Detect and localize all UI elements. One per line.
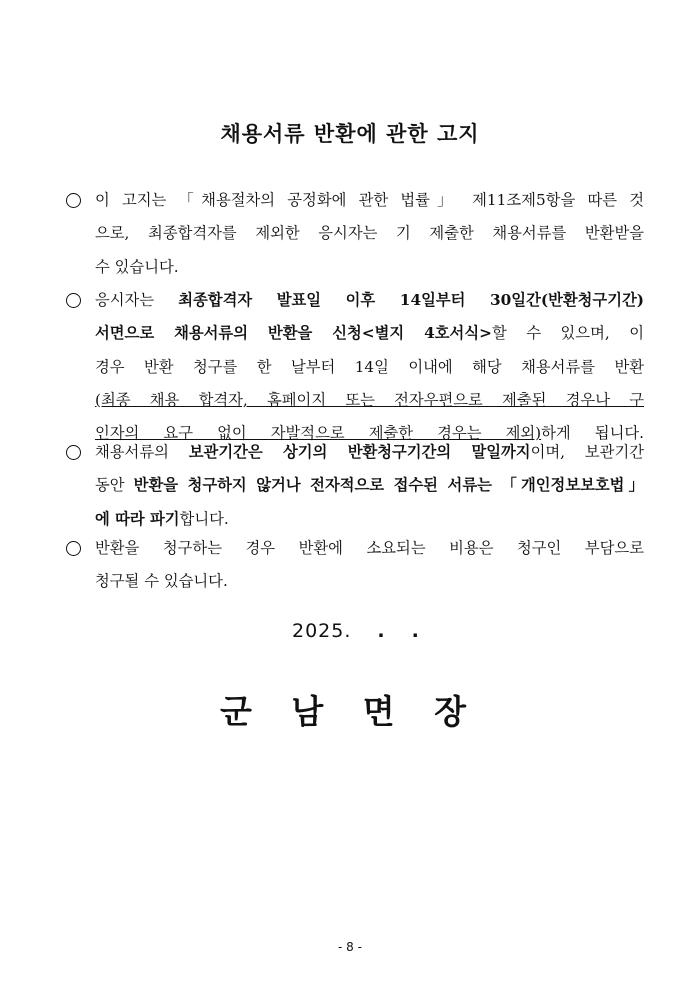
text-line: 응시자는 최종합격자 발표일 이후 14일부터 30일간(반환청구기간) (66, 284, 644, 317)
notice-paragraph-1 (66, 184, 644, 284)
circle-bullet-icon (66, 293, 81, 308)
circle-bullet-icon (66, 445, 81, 460)
date-year: 2025. (292, 620, 352, 642)
text-line: 채용서류의 보관기간은 상기의 반환청구기간의 말일까지이며, 보관기간 (66, 436, 644, 469)
page-number: - 8 - (338, 940, 362, 954)
text-line: 에 따라 파기합니다. (95, 509, 229, 528)
text-line: (최종 채용 합격자, 홈페이지 또는 전자우편으로 제출된 경우나 구 (95, 390, 644, 409)
date-day-dot: . (411, 620, 420, 642)
text-line: 동안 반환을 청구하지 않거나 전자적으로 접수된 서류는 「개인정보보호법」 (95, 476, 644, 495)
text-line: 서면으로 채용서류의 반환을 신청<별지 4호서식>할 수 있으며, 이 (95, 324, 644, 343)
document-date (292, 620, 420, 642)
signatory: 군 남 면 장 (220, 692, 480, 731)
text-line: 으로, 최종합격자를 제외한 응시자는 기 제출한 채용서류를 반환받을 (95, 224, 644, 243)
notice-paragraph-2 (66, 284, 644, 450)
text-line: 이 고지는 「채용절차의 공정화에 관한 법률」 제11조제5항을 따른 것 (66, 184, 644, 217)
text-line: 인자의 요구 없이 자발적으로 제출한 경우는 제외)하게 됩니다. (95, 424, 644, 443)
document-title: 채용서류 반환에 관한 고지 (220, 121, 480, 146)
text-line: 청구될 수 있습니다. (95, 572, 228, 591)
text-line: 수 있습니다. (95, 257, 179, 276)
circle-bullet-icon (66, 193, 81, 208)
notice-paragraph-3 (66, 436, 644, 536)
text-line: 경우 반환 청구를 한 날부터 14일 이내에 해당 채용서류를 반환 (95, 357, 644, 376)
text-line: 반환을 청구하는 경우 반환에 소요되는 비용은 청구인 부담으로 (66, 532, 644, 565)
date-month-dot: . (377, 620, 386, 642)
notice-paragraph-4 (66, 532, 644, 599)
circle-bullet-icon (66, 541, 81, 556)
